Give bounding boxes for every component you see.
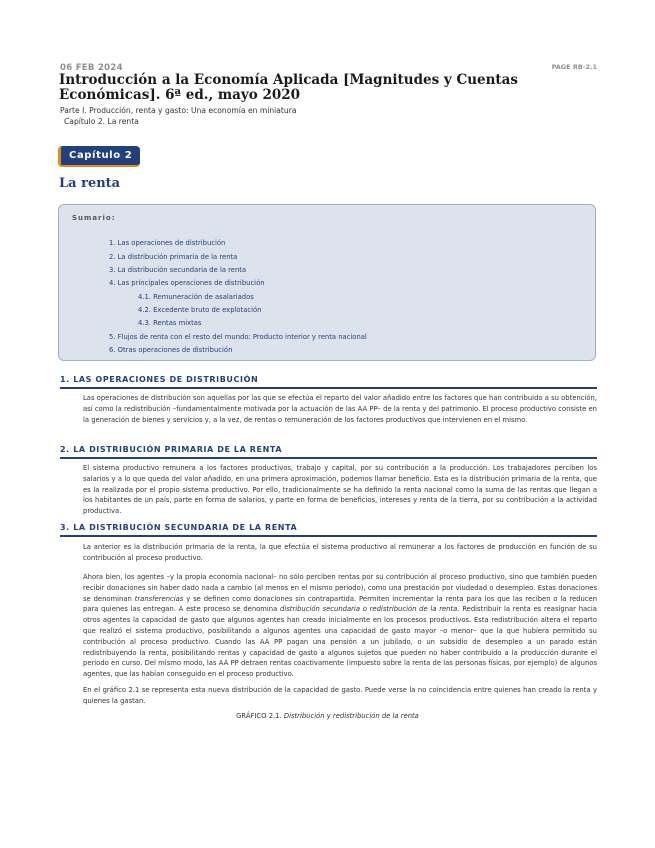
section-3-paragraph-3: En el gráfico 2.1 se representa esta nueva distribución de la capacidad de gasto. Puede verse la no coincidencia entre quienes han creado la renta y quienes la gastan. — [83, 686, 597, 705]
section-heading-2: 2. LA DISTRIBUCIÓN PRIMARIA DE LA RENTA — [60, 445, 597, 459]
toc-item-4[interactable]: 4. Las principales operaciones de distribución — [109, 279, 265, 287]
caption-text: Distribución y redistribución de la renta — [283, 712, 419, 720]
chapter-line: Capítulo 2. La renta — [64, 117, 139, 126]
para-text-c: y se definen como donaciones sin contrapartida. Permiten incrementar la renta para los que las reciben o la reducen para quienes las entregan. A este proceso se denomina — [83, 594, 598, 614]
toc-item-1[interactable]: 1. Las operaciones de distribución — [109, 239, 226, 247]
publication-date: 06 FEB 2024 — [60, 63, 123, 73]
part-line: Parte I. Producción, renta y gasto: Una economía en miniatura — [60, 106, 297, 115]
page-reference: PAGE RB-2.1 — [551, 63, 597, 71]
section-3-paragraph-2 — [83, 572, 597, 680]
toc-item-6[interactable]: 6. Otras operaciones de distribución — [109, 346, 233, 354]
para-text-e: . Redistribuir la renta es reasignar hacia otros agentes la capacidad de gasto que algunos agentes han creado inicialmente en los procesos productivos. Esta redistribución altera el reparto que realizó el sistema productivo, posibilitando a algunos agentes una capacidad de gasto mayor –o menor– que la que hubiera permitido su contribución al proceso productivo. Cuando las AA PP pagan una pensión a un jubilado, o un subsidio de desempleo a un parado están redistribuyendo la renta, posibilitando rentas y capacidad de gasto a algunos sujetos que pueden no haber contribuido a la producción durante el periodo en curso. Del mismo modo, las AA PP detraen rentas coactivamente (impuesto sobre la renta de las personas físicas, por ejemplo) de algunos agentes, que las habían conseguido en el proceso productivo. — [83, 605, 597, 679]
book-title: Introducción a la Economía Aplicada [Magnitudes y Cuentas Económicas]. 6ª ed., mayo 2020 — [59, 72, 518, 103]
para-text-a: Ahora bien, los agentes –y la propia economía nacional– no sólo perciben rentas por su contribución al proceso productivo, sino que también pueden recibir donaciones sin haber dado nada a cambio (al menos en el mismo periodo), como una prestación por viudedad o desempleo. Estas donaciones se denominan — [83, 573, 597, 603]
section-2-paragraph: El sistema productivo remunera a los factores productivos, trabajo y capital, por su contribución a la producción. Los trabajadores perciben los salarios y a lo que queda del valor añadido, en una primera aproximación, podemos llamar beneficio. Esta es la distribución primaria de la renta, que es la realizada por el propio sistema productivo. Por ello, tradicionalmente se ha definido la renta nacional como la suma de las rentas que llegan a los habitantes de un país, parte en forma de salarios, y parte en forma de beneficios, intereses y renta de la tierra, por su contribución a la actividad productiva. — [83, 464, 597, 516]
toc-item-5[interactable]: 5. Flujos de renta con el resto del mundo: Producto interior y renta nacional — [109, 333, 367, 341]
section-3-paragraph-1: La anterior es la distribución primaria de la renta, la que efectúa el sistema productivo al remunerar a los factores de producción en función de su contribución al proceso productivo. — [83, 543, 597, 562]
section-heading-1: 1. LAS OPERACIONES DE DISTRIBUCIÓN — [60, 375, 597, 389]
toc-item-4-2[interactable]: 4.2. Excedente bruto de explotación — [138, 306, 262, 314]
toc-item-4-1[interactable]: 4.1. Remuneración de asalariados — [138, 293, 254, 301]
caption-label: GRÁFICO 2.1. — [236, 712, 282, 720]
section-1-paragraph: Las operaciones de distribución son aquellas por las que se efectúa el reparto del valor añadido entre los factores que han contribuido a su obtención, así como la redistribución –fundamentalmente motivada por la actuación de las AA PP– de la renta y del patrimonio. El proceso productivo consiste en la generación de bienes y servicios y, a la vez, de rentas o remuneración de los factores productivos que intervienen en el mismo. — [83, 394, 597, 424]
toc-item-2[interactable]: 2. La distribución primaria de la renta — [109, 253, 238, 261]
term-transferencias: transferencias — [134, 594, 184, 603]
figure-caption — [0, 712, 655, 720]
summary-label: Sumario: — [72, 214, 116, 222]
chapter-badge: Capítulo 2 — [58, 146, 140, 167]
section-heading-3: 3. LA DISTRIBUCIÓN SECUNDARIA DE LA RENTA — [60, 523, 597, 537]
toc-item-4-3[interactable]: 4.3. Rentas mixtas — [138, 319, 202, 327]
toc-item-3[interactable]: 3. La distribución secundaria de la renta — [109, 266, 247, 274]
term-distribucion-secundaria: distribución secundaria o redistribución de la renta — [280, 605, 458, 614]
summary-box — [58, 204, 596, 361]
chapter-title: La renta — [59, 176, 121, 191]
